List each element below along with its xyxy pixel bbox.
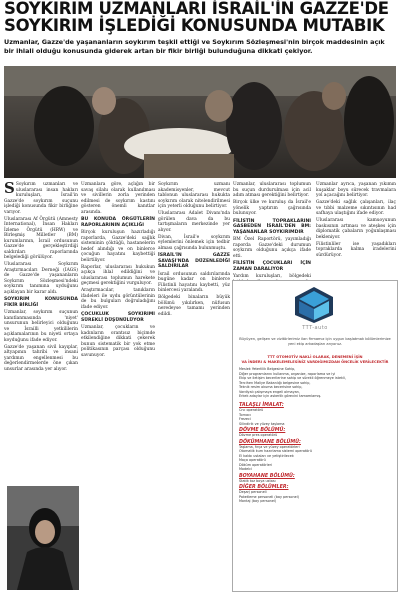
ad-requirements — [239, 367, 391, 399]
col1-p5: Uzmanlar, soykırım suçunun kanıtlanmasında 'niyet' unsurunun belirleyici olduğunu ve İsrailli yetkililerin açıklamalarının bu niyeti ortaya koyduğunu ifade ediyor. — [4, 310, 78, 343]
col3-p2: Uluslararası Adalet Divanı'nda görülen dava da bu tartışmaların merkezinde yer alıyor. — [158, 211, 230, 233]
section-item: Silindirik ve yüzey taşlama — [239, 421, 285, 426]
headline-line-1: SOYKIRIM UZMANLARI İSRAİL'İN GAZZE'DE — [4, 0, 389, 18]
ad-intro: Büyüyen, gelişen ve vizitörlerimiz ilan firmamız için uygun başlatmak bölümlerimize yeni ekip arkadaşları arıyoruz. — [239, 337, 391, 346]
section-title: DÖVME BÖLÜMÜ: — [239, 428, 286, 433]
requirement-item: Vardiyalı çalışmaya engeli olmayan, — [239, 389, 300, 394]
ad-notice — [239, 355, 391, 364]
section-item: Otomatik kum hazırlama sistemi operatörü — [239, 449, 312, 453]
col1-p6: Gazze'de yaşanan sivil kayıplar, altyapının tahribi ve insani yardımın engellenmesi bu değerlendirmelerde öne çıkan unsurlar arasında yer alıyor. — [4, 344, 78, 372]
col3-p3: Divan, İsrail'e soykırım eylemlerini önlemek için tedbir alması çağrısında bulunmuştu. — [158, 234, 230, 251]
ad-sections — [239, 401, 391, 504]
section-item: Tornacı — [239, 412, 251, 417]
section-item: Paketleme personeli (bay personel) — [239, 494, 300, 499]
col5-p4: Filistinliler ise yaşadıkları topraklarda kalma iradelerini sürdürüyor. — [316, 241, 396, 258]
ttt-logo-icon — [289, 285, 339, 325]
section-item: Frezeci — [239, 417, 251, 421]
col1-p3: Uluslararası Soykırım Araştırmacıları Derneği (IAGS) de Gazze'de yaşananların Soykırım Sözleşmesi'ndeki soykırım tanımına uyduğunu açıklayan bir karar aldı. — [4, 262, 78, 295]
col3-p5: İsrail ordusunun saldırılarında bugüne kadar on binlerce Filistinli hayatını kaybetti, yüz binlercesi yaralandı. — [158, 271, 230, 293]
article-column-5 — [316, 182, 396, 276]
requirement-item: Diğer programlarını kullanma, organize, raporlama ve iyi — [239, 371, 336, 376]
ad-red-line-2: VA İNDERI & MAKELEMELESİNİZ VARDIĞIMIZDAN ÖNCELİK VERİLECEKTİR — [241, 359, 389, 364]
col2-p3: Birçok kuruluşun hazırladığı raporlarda, Gazze'deki sağlık sisteminin çöktüğü, hastanelerin hedef alındığı ve on binlerce çocuğun hayatını kaybettiği belirtiliyor. — [81, 230, 155, 263]
section-item: Maça operatörü — [239, 458, 266, 462]
col4-subhead-1: FİLİSTİN TOPRAKLARINI GASBEDEN İSRAİL'DEN BM: YAŞANANLAR SOYKIRIMDIR — [233, 218, 311, 235]
section-item: Statik toz boya ustası — [239, 478, 276, 483]
col2-p1: Uzmanlara göre, açlığın bir savaş silahı olarak kullanılması ve sivillerin zorla yerinden edilmesi de soykırım kastını gösteren önemli kanıtlar arasında. — [81, 182, 155, 215]
section-item: Cnc operatörü — [239, 408, 264, 412]
col5-p2: Gazze'deki sağlık çalışanları, ilaç ve tıbbi malzeme sıkıntısının had safhaya ulaştığını ifade ediyor. — [316, 200, 396, 216]
requirement-item: Erkek adaylar için askerlik görevini tamamlamış. — [239, 394, 322, 398]
section-item: Modelci — [239, 467, 252, 471]
col1-p1: Soykırım uzmanları ve uluslararası insan hakları kuruluşları, İsrail'in Gazze'de soykırım suçunu işlediği konusunda fikir birliğine varıyor. — [4, 182, 78, 215]
article-column-2 — [81, 182, 155, 590]
col2-p4: Raporlar, uluslararası hukukun açıkça ihlal edildiğini ve uluslararası toplumun harekete geçmesi gerektiğini vurguluyor. — [81, 264, 155, 286]
section-title: DÖKÜMHANE BÖLÜMÜ: — [239, 439, 301, 445]
article-column-1 — [4, 179, 78, 484]
woman-photo-image — [7, 486, 79, 590]
requirement-item: Ekip ve iletişim becerilerine sahip ve sürekli öğrenmeye istekli, — [239, 376, 346, 380]
ad-brand: TTT-auto — [302, 325, 328, 331]
requirement-item: Tercihen Maliye Bakanlığı belgesine sahip, — [239, 380, 311, 385]
article-column-3 — [158, 182, 230, 590]
section-item: Taşlama, fırça ve yüzey operatörleri — [239, 444, 300, 449]
article-column-4 — [233, 182, 311, 279]
headline — [4, 0, 396, 34]
section-title: BOYAHANE BÖLÜMÜ: — [239, 473, 295, 479]
lead-paragraph: Uzmanlar, Gazze'de yaşananların soykırım teşkil ettiği ve Soykırım Sözleşmesi'nin birçok maddesinin açık bir ihlali olduğu konusunda giderek artan bir fikir birliği bulunduğuna dikkati çekiyor. — [4, 38, 385, 55]
col3-p6: Bölgedeki binaların büyük bölümü yıkılırken, nüfusun neredeyse tamamı yerinden edildi. — [158, 295, 230, 317]
requirement-item: Meslek Yeterlilik Belgesine Sahip, — [239, 367, 296, 371]
col5-p3: Uluslararası kamuoyunun baskısının artması ve ateşkes için diplomatik çabaların yoğunlaşması bekleniyor. — [316, 218, 396, 240]
main-photo — [4, 66, 396, 178]
section-title: TALAŞLI İMALAT: — [239, 403, 284, 408]
col4-p6: Yardım kuruluşları, bölgedeki — [233, 274, 311, 279]
col4-subhead-2: FİLİSTİN ÇOCUKLARI İÇİN ZAMAN DARALIYOR — [233, 261, 311, 272]
col2-p5: Araştırmacılar, tanıkların ifadeleri ile uydu görüntülerinin de bu bulguları doğruladığını ifade ediyor. — [81, 288, 155, 310]
requirement-item: Teknik resim okuma becerisine sahip, — [239, 385, 303, 389]
col1-p2: Uluslararası Af Örgütü (Amnesty International), İnsan Hakları İzleme Örgütü (HRW) ve Birleşmiş Milletler (BM) kurumlarının, İsrail ordusunun Gazze'de gerçekleştirdiği saldırıları raporlarında belgelediği görülüyor. — [4, 216, 78, 260]
section-item: Dövme pres operatörü — [239, 433, 278, 437]
section-item: Deşarj personeli — [239, 490, 267, 494]
col4-p4: BM Özel Raportörü, yayımladığı raporda Gazze'deki durumun soykırım olduğunu açıkça ifade etti. — [233, 237, 311, 259]
col3-subhead: İSRAİL'İN GAZZE SAVAŞI'NDA DÜZENLEDİĞİ SALDIRILAR — [158, 253, 230, 269]
section-item: Montaj (bay personel) — [239, 499, 277, 503]
col2-subhead-1: BU KONUDA ÖRGÜTLERİN RAPORLARININ AÇIKLIĞI — [81, 217, 155, 228]
col2-p7: Uzmanlar, çocukların ve kadınların orantısız biçimde etkilendiğine dikkati çekerek bunun sistematik bir yok etme politikasının parçası olduğunu savunuyor. — [81, 325, 155, 358]
woman-photo — [7, 486, 79, 590]
job-advertisement — [232, 280, 398, 592]
col1-subhead: SOYKIRIM KONUSUNDA FİKİR BİRLİĞİ — [4, 297, 78, 308]
ad-red-line-1: TTT OTOMOTİV NAKLİ OLARAK, DENEMENİ İŞİN — [267, 355, 363, 359]
col3-p1: Soykırım uzmanı akademisyenler, mevcut tablonun uluslararası hukukta soykırım olarak nitelendirilmesi için yeterli olduğunu belirtiyor. — [158, 182, 230, 209]
col4-p1: Uzmanlar, uluslararası toplumun bu suçun durdurulması için acil adım atması gerektiğini belirtiyor. — [233, 182, 311, 198]
col4-p2: Birçok ülke ve kuruluş da İsrail'e yönelik yaptırım çağrısında bulunuyor. — [233, 200, 311, 216]
col2-subhead-2: ÇOCUKLUK SOYKIRIMI SÜREKLİ DÜŞÜNÜLÜYOR — [81, 312, 155, 323]
headline-line-2: SOYKIRIM İŞLEDİĞİ KONUSUNDA MUTABIK — [4, 16, 385, 35]
main-photo-image — [4, 66, 396, 178]
section-item: Döküm operatörleri — [239, 462, 273, 467]
drop-cap: S — [4, 179, 15, 197]
section-title: DİĞER BÖLÜMLER: — [239, 485, 289, 490]
section-item: El kalıbı ustaları ve yetiştirilecek — [239, 453, 294, 458]
col5-p1: Uzmanlar ayrıca, yaşanan yıkımın kuşaklar boyu sürecek travmalara yol açacağını belirtiyor. — [316, 182, 396, 198]
